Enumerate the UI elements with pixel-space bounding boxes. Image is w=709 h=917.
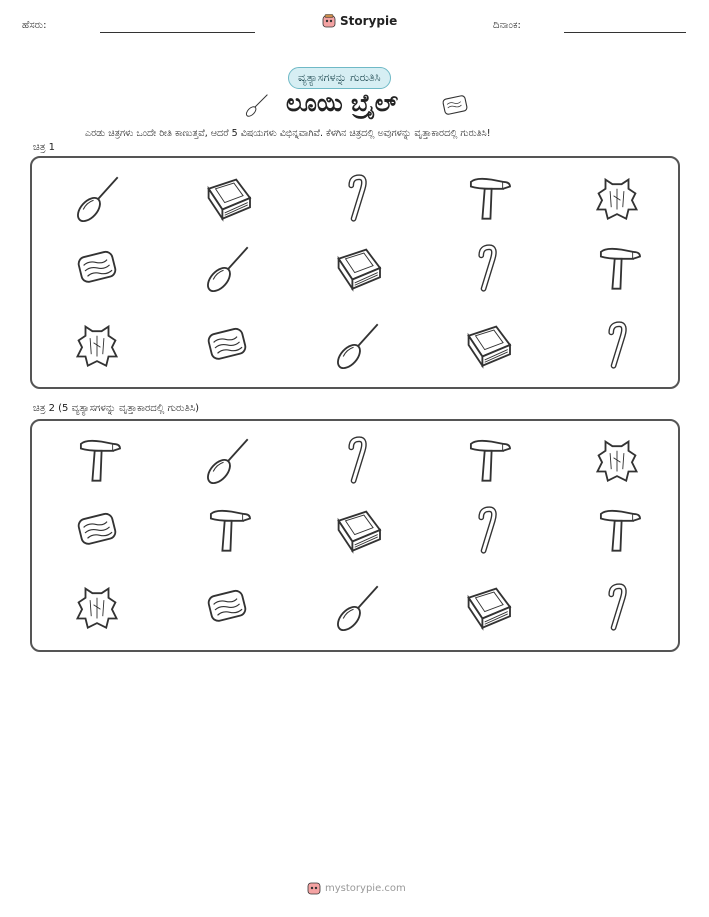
leather-hide-icon[interactable] (74, 322, 120, 368)
hammer-icon[interactable] (204, 507, 250, 553)
leather-hide-icon[interactable] (594, 437, 640, 483)
hammer-icon[interactable] (594, 245, 640, 291)
page-title: ಲೂಯಿ ಬ್ರೈಲ್ (286, 89, 399, 117)
awl-icon[interactable] (204, 245, 250, 291)
hammer-icon[interactable] (464, 175, 510, 221)
book-icon[interactable] (464, 322, 510, 368)
storypie-mascot-icon (322, 14, 336, 28)
cane-icon[interactable] (594, 322, 640, 368)
brand-name: Storypie (340, 14, 398, 28)
picture-2-label: ಚಿತ್ರ 2 (5 ವ್ಯತ್ಯಾಸಗಳನ್ನು ವೃತ್ತಾಕಾರದಲ್ಲಿ ಗುರುತಿಸಿ) (33, 403, 200, 414)
book-icon[interactable] (334, 245, 380, 291)
title-awl-icon (244, 92, 270, 118)
brand-logo (322, 14, 397, 28)
cane-icon[interactable] (334, 437, 380, 483)
name-line (100, 32, 255, 33)
leather-slab-icon[interactable] (74, 245, 120, 291)
footer-site: mystorypie.com (325, 882, 406, 894)
book-icon[interactable] (334, 507, 380, 553)
instructions-text: ಎರಡು ಚಿತ್ರಗಳು ಒಂದೇ ರೀತಿ ಕಾಣುತ್ತವೆ, ಆದರೆ 5 ವಿಷಯಗಳು ವಿಭಿನ್ನವಾಗಿವೆ. ಕೆಳಗಿನ ಚಿತ್ರದಲ್ಲಿ ಅವುಗಳನ್ನು ವೃತ್ತಾಕಾರದಲ್ಲಿ ಗುರುತಿಸಿ! (85, 128, 491, 139)
hammer-icon[interactable] (594, 507, 640, 553)
book-icon[interactable] (464, 584, 510, 630)
awl-icon[interactable] (334, 322, 380, 368)
awl-icon[interactable] (74, 175, 120, 221)
awl-icon[interactable] (334, 584, 380, 630)
spot-difference-badge: ವ್ಯತ್ಯಾಸಗಳನ್ನು ಗುರುತಿಸಿ (288, 67, 391, 89)
book-icon[interactable] (204, 175, 250, 221)
title-leather-slab-icon (441, 94, 469, 116)
leather-hide-icon[interactable] (74, 584, 120, 630)
cane-icon[interactable] (464, 245, 510, 291)
leather-slab-icon[interactable] (204, 322, 250, 368)
footer-mascot-icon (307, 881, 321, 895)
leather-hide-icon[interactable] (594, 175, 640, 221)
hammer-icon[interactable] (464, 437, 510, 483)
date-line (564, 32, 686, 33)
picture-1-label: ಚಿತ್ರ 1 (33, 142, 55, 153)
footer (307, 881, 406, 895)
hammer-icon[interactable] (74, 437, 120, 483)
leather-slab-icon[interactable] (204, 584, 250, 630)
name-label: ಹೆಸರು: (22, 20, 47, 31)
cane-icon[interactable] (334, 175, 380, 221)
awl-icon[interactable] (204, 437, 250, 483)
cane-icon[interactable] (464, 507, 510, 553)
cane-icon[interactable] (594, 584, 640, 630)
leather-slab-icon[interactable] (74, 507, 120, 553)
date-label: ದಿನಾಂಕ: (493, 20, 521, 31)
